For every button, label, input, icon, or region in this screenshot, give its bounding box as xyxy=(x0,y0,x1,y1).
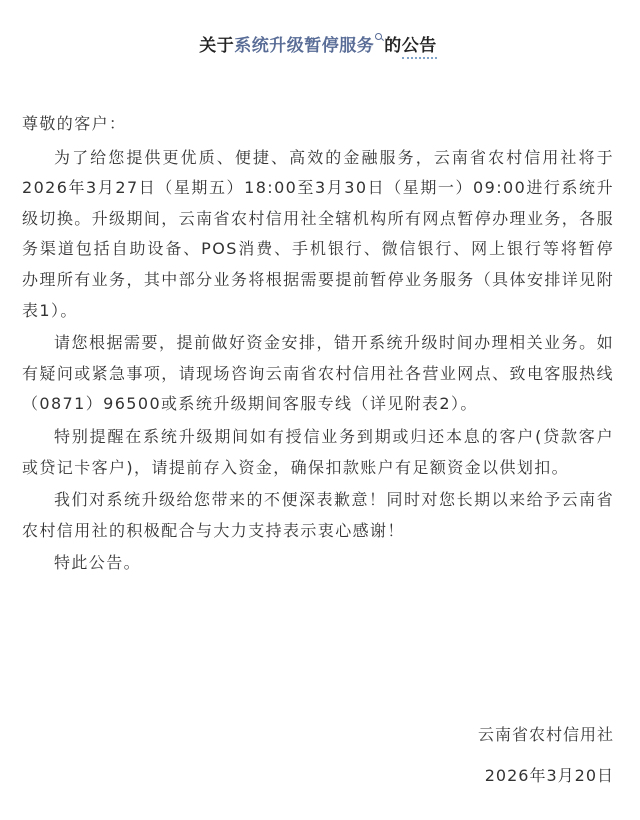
paragraph-repayment-reminder: 特别提醒在系统升级期间如有授信业务到期或归还本息的客户(贷款客户或贷记卡客户)，请提前存入资金，确保扣款账户有足额资金以供划扣。 xyxy=(22,426,614,477)
page-title xyxy=(22,0,614,59)
signature-organization: 云南省农村信用社 xyxy=(477,725,614,744)
paragraph-closing: 特此公告。 xyxy=(54,553,142,573)
title-link-text[interactable]: 系统升级暂停服务 xyxy=(234,36,375,56)
salutation: 尊敬的客户： xyxy=(22,114,127,133)
paragraph-fund-arrangement: 请您根据需要，提前做好资金安排，错开系统升级时间办理相关业务。如有疑问或紧急事项，请现场咨询云南省农村信用社各营业网点、致电客服热线（0871）96500或系统升级期间客服专线（详见附表2）。 xyxy=(22,333,614,414)
paragraph-apology: 我们对系统升级给您带来的不便深表歉意！同时对您长期以来给予云南省农村信用社的积极配合与大力支持表示衷心感谢！ xyxy=(22,490,614,540)
title-suffix: 的 xyxy=(384,36,402,56)
paragraph-service-suspension: 为了给您提供更优质、便捷、高效的金融服务，云南省农村信用社将于2026年3月27日（星期五）18:00至3月30日（星期一）09:00进行系统升级切换。升级期间，云南省农村信用社全辖机构所有网点暂停办理业务，各服务渠道包括自助设备、POS消费、手机银行、微信银行、网上银行等将暂停办理所有业务，其中部分业务将根据需要提前暂停业务服务（具体安排详见附表1）。 xyxy=(22,147,614,320)
title-search-link[interactable] xyxy=(234,36,384,56)
signature-date: 2026年3月20日 xyxy=(484,766,614,785)
title-prefix: 关于 xyxy=(199,36,235,56)
search-icon[interactable] xyxy=(375,33,383,41)
title-suffix-underlined: 公告 xyxy=(402,36,437,59)
announcement-body xyxy=(22,109,614,579)
